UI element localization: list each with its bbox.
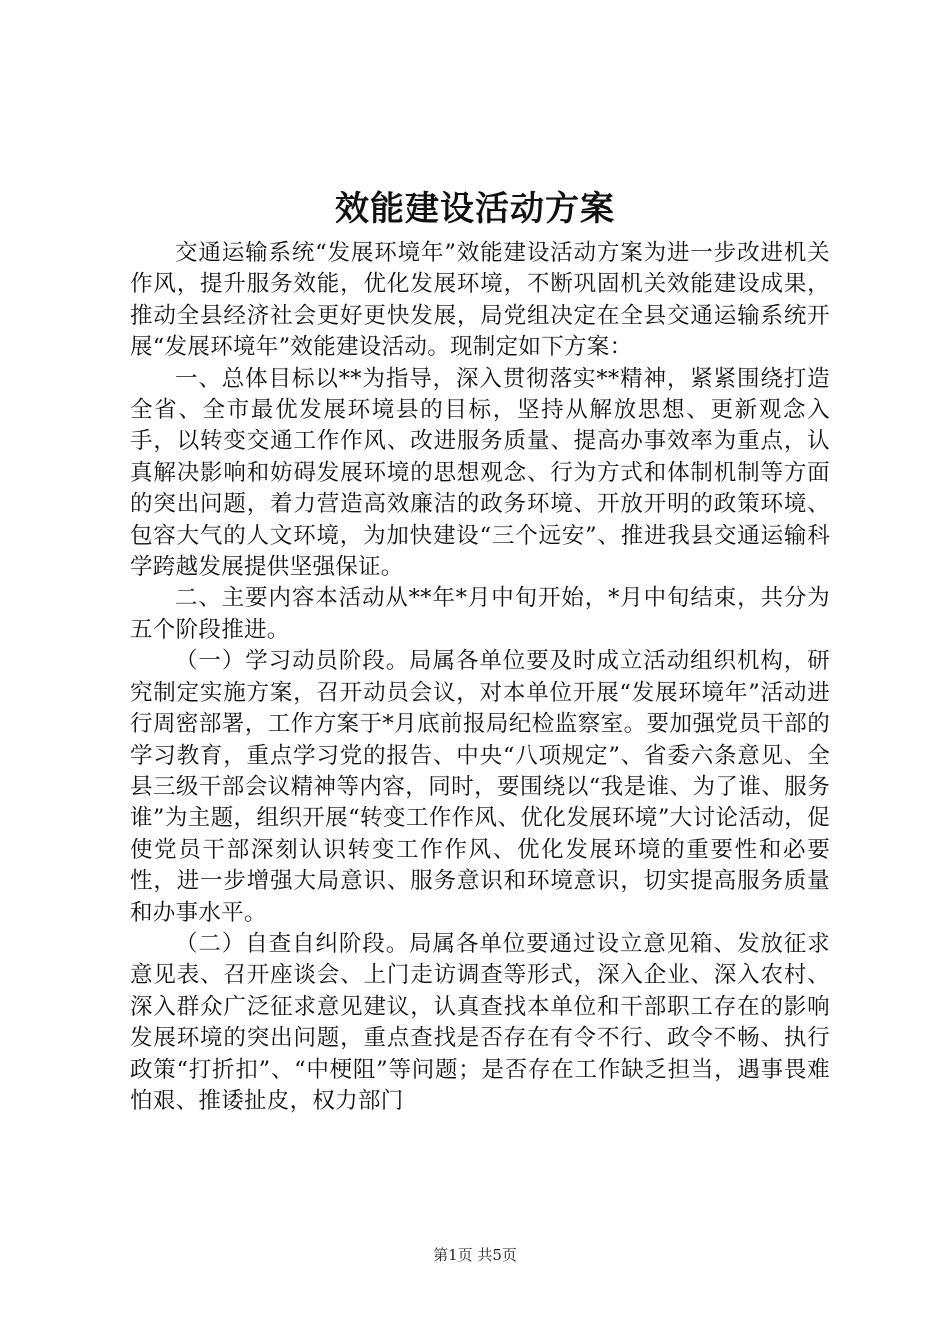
paragraph-section-2: 二、主要内容本活动从**年*月中旬开始，*月中旬结束，共分为五个阶段推进。 — [130, 585, 830, 643]
paragraph-section-1: 一、总体目标以**为指导，深入贯彻落实**精神，紧紧围绕打造全省、全市最优发展环境县的目标，坚持从解放思想、更新观念入手，以转变交通工作作风、改进服务质量、提高办事效率为重点，认真解决影响和妨碍发展环境的思想观念、行为方式和体制机制等方面的突出问题，着力营造高效廉洁的政务环境、开放开明的政策环境、包容大气的人文环境，为加快建设“三个远安”、推进我县交通运输科学跨越发展提供坚强保证。 — [130, 365, 830, 581]
paragraph-stage-1: （一）学习动员阶段。局属各单位要及时成立活动组织机构，研究制定实施方案，召开动员会议，对本单位开展“发展环境年”活动进行周密部署，工作方案于*月底前报局纪检监察室。要加强党员干部的学习教育，重点学习党的报告、中央“八项规定”、省委六条意见、全县三级干部会议精神等内容，同时，要围绕以“我是谁、为了谁、服务谁”为主题，组织开展“转变工作作风、优化发展环境”大讨论活动，促使党员干部深刻认识转变工作作风、优化发展环境的重要性和必要性，进一步增强大局意识、服务意识和环境意识，切实提高服务质量和办事水平。 — [130, 648, 830, 926]
document-title: 效能建设活动方案 — [335, 189, 615, 229]
paragraph-intro: 交通运输系统“发展环境年”效能建设活动方案为进一步改进机关作风，提升服务效能，优化发展环境，不断巩固机关效能建设成果，推动全县经济社会更好更快发展，局党组决定在全县交通运输系统开展“发展环境年”效能建设活动。现制定如下方案： — [130, 240, 830, 361]
page-footer: 第1页 共5页 — [433, 1246, 517, 1264]
paragraph-stage-2: （二）自查自纠阶段。局属各单位要通过设立意见箱、发放征求意见表、召开座谈会、上门走访调查等形式，深入企业、深入农村、深入群众广泛征求意见建议，认真查找本单位和干部职工存在的影响发展环境的突出问题，重点查找是否存在有令不行、政令不畅、执行政策“打折扣”、“中梗阻”等问题；是否存在工作缺乏担当，遇事畏难怕艰、推诿扯皮，权力部门 — [130, 930, 830, 1114]
document-body — [130, 238, 830, 1117]
